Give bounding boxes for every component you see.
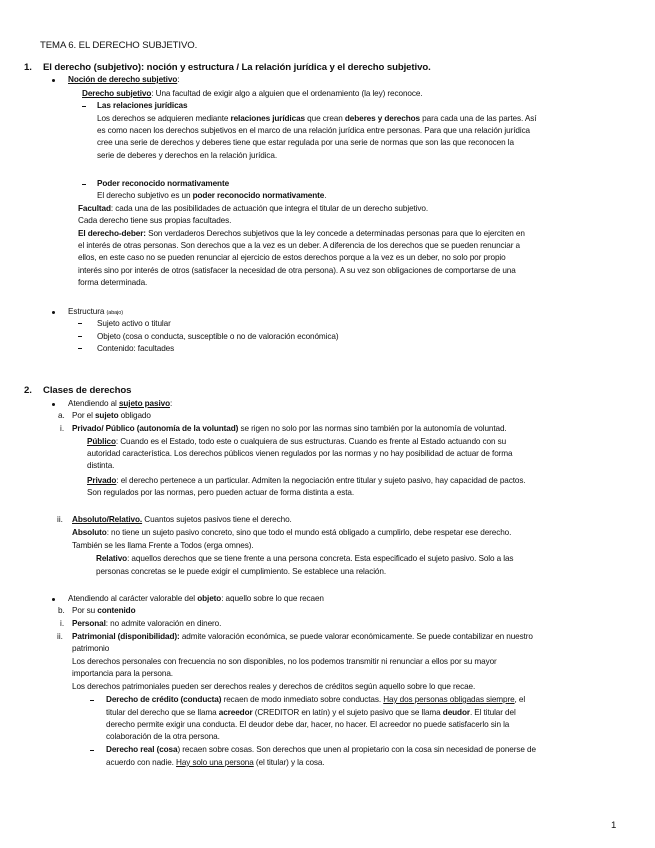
publico-line-1: Público: Cuando es el Estado, todo este o cualquiera de sus estructuras. Cuando es frente al Estado actuando con su [87,437,507,446]
derecho-deber-line-3: ellos, en este caso no se pueden renunciar al ejercicio de estos derechos porque a la vez es un deber, no solo por propio [78,253,506,262]
list-marker-i: i. [60,619,65,628]
estructura-heading: Estructura (abajo) [68,307,123,316]
dash-marker [82,184,86,185]
section-2-number: 2. [24,385,32,396]
page-number: 1 [611,820,617,831]
derecho-deber-line-1: El derecho-deber: Son verdaderos Derechos subjetivos que la ley concede a determinadas personas para que lo ejerciten en [78,229,525,238]
patrimonial-line-3: Los derechos personales con frecuencia no son disponibles, no los podemos transmitir ni renunciar a ellos por su mayor [72,657,497,666]
relaciones-line-1: Los derechos se adquieren mediante relaciones jurídicas que crean deberes y derechos para cada una de las partes. Así [97,114,537,123]
relaciones-heading: Las relaciones jurídicas [97,101,188,110]
list-marker-ii: ii. [57,632,63,641]
derecho-subjetivo-definition: Derecho subjetivo: Una facultad de exigir algo a alguien que el ordenamiento (la ley) reconoce. [82,89,423,98]
objeto-heading: Atendiendo al carácter valorable del objeto: aquello sobre lo que recaen [68,594,324,603]
list-marker-i: i. [60,424,65,433]
bullet-dot [52,403,55,406]
relativo-line-2: personas concretas se le puede exigir el cumplimiento. Se establece una relación. [96,567,387,576]
relaciones-line-2: es como nacen los derechos subjetivos en el marco de una relación jurídica entre personas. Para que una relación jurídica [97,126,531,135]
document-title: TEMA 6. EL DERECHO SUBJETIVO. [40,40,198,51]
absoluto-line-1: Absoluto: no tiene un sujeto pasivo concreto, sino que todo el mundo está obligado a cumplirlo, debe respetar ese derecho. [72,528,512,537]
patrimonial-line-5: Los derechos patrimoniales pueden ser derechos reales y derechos de créditos según aquello sobre lo que recae. [72,682,476,691]
derecho-deber-line-2: el interés de otras personas. Son derechos que a la vez es un deber. A diferencia de los derechos que se pueden renunciar a [78,241,520,250]
absoluto-line-2: También se les llama Frente a Todos (erga omnes). [72,541,254,550]
estructura-item: Objeto (cosa o conducta, susceptible o no de valoración económica) [97,332,339,341]
poder-line: El derecho subjetivo es un poder reconocido normativamente. [97,191,327,200]
relativo-line-1: Relativo: aquellos derechos que se tiene frente a una persona concreta. Esta especificado el sujeto pasivo. Solo a las [96,554,514,563]
notion-heading: Noción de derecho subjetivo: [68,75,180,84]
list-marker-ii: ii. [57,515,63,524]
publico-line-2: autoridad característica. Los derechos públicos vienen regulados por las normas y no hay posibilidad de actuar de forma [87,449,513,458]
sujeto-pasivo-heading: Atendiendo al sujeto pasivo: [68,399,173,408]
relaciones-line-4: serie de deberes y derechos en la relación jurídica. [97,151,278,160]
real-line-1: Derecho real (cosa) recaen sobre cosas. Son derechos que unen al propietario con la cosa sin necesidad de ponerse de [106,745,536,754]
bullet-dot [52,311,55,314]
dash-marker [78,336,82,337]
privado-line-2: Son regulados por las normas, pero pueden actuar de forma distinta a esta. [87,488,355,497]
derecho-deber-line-5: forma determinada. [78,278,148,287]
patrimonial-line-2: patrimonio [72,644,110,653]
facultad-definition: Facultad: cada una de las posibilidades de actuación que integra el titular de un derecho subjetivo. [78,204,429,213]
list-marker-a: a. [58,411,65,420]
relaciones-line-3: cree una serie de derechos y deberes tiene que estar regulada por una serie de normas que son las que reconocen la [97,138,514,147]
credito-line-1: Derecho de crédito (conducta) recaen de modo inmediato sobre conductas. Hay dos personas obligadas siempre, el [106,695,526,704]
bullet-dot [52,79,55,82]
facultad-line-2: Cada derecho tiene sus propias facultades. [78,216,232,225]
section-1-heading: El derecho (subjetivo): noción y estructura / La relación jurídica y el derecho subjetivo. [43,62,431,73]
publico-line-3: distinta. [87,461,115,470]
privado-line-1: Privado: el derecho pertenece a un particular. Admiten la negociación entre titular y sujeto pasivo, hay capacidad de pactos. [87,476,526,485]
dash-marker [82,106,86,107]
list-marker-b: b. [58,606,65,615]
estructura-item: Sujeto activo o titular [97,319,171,328]
bullet-dot [52,598,55,601]
patrimonial-line-1: Patrimonial (disponibilidad): admite valoración económica, se puede valorar económicamente. Se puede contabilizar en nuestro [72,632,533,641]
estructura-item: Contenido: facultades [97,344,175,353]
real-line-2: acuerdo con nadie. Hay solo una persona (el titular) y la cosa. [106,758,325,767]
section-1-number: 1. [24,62,32,73]
contenido-line: Por su contenido [72,606,136,615]
dash-marker [78,323,82,324]
absoluto-relativo-line: Absoluto/Relativo. Cuantos sujetos pasivos tiene el derecho. [72,515,292,524]
dash-marker [78,348,82,349]
sujeto-obligado-line: Por el sujeto obligado [72,411,151,420]
privado-publico-line: Privado/ Público (autonomía de la voluntad) se rigen no solo por las normas sino también por la autonomía de voluntad. [72,424,507,433]
poder-heading: Poder reconocido normativamente [97,179,230,188]
credito-line-2: titular del derecho que se llama acreedor (CREDITOR en latín) y el sujeto pasivo que se llama deudor. El titular del [106,708,516,717]
dash-marker [90,750,94,751]
credito-line-4: colaboración de la otra persona. [106,732,220,741]
derecho-deber-line-4: interés sino por interés de otros (satisfacer la necesidad de otra persona). A su vez son obligaciones de comportarse de una [78,266,516,275]
section-2-heading: Clases de derechos [43,385,132,396]
patrimonial-line-4: importancia para la persona. [72,669,173,678]
credito-line-3: derecho permite exigir una conducta. El deudor debe dar, hacer, no hacer. El acreedor no puede satisfacerlo sin la [106,720,510,729]
dash-marker [90,700,94,701]
personal-line: Personal: no admite valoración en dinero. [72,619,222,628]
